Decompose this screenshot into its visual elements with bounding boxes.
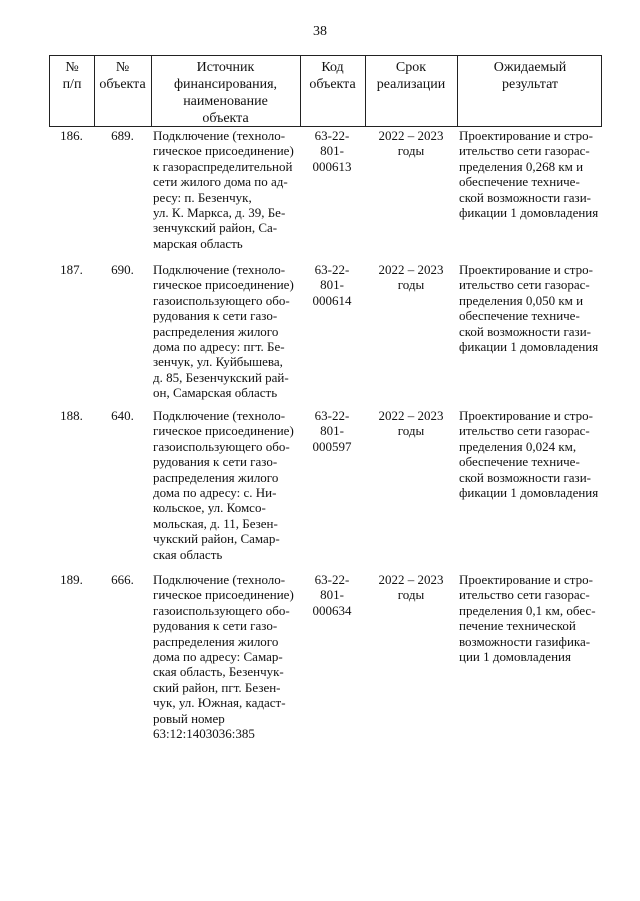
object-number: 666.	[111, 572, 134, 587]
object-number: 690.	[111, 262, 134, 277]
row-number: 189.	[60, 572, 83, 587]
implementation-term: 2022 – 2023 годы	[378, 572, 444, 603]
header-source: Источник финансирования, наименование объекта	[173, 60, 278, 126]
page-number: 38	[313, 24, 327, 39]
source-description: Подключение (техноло- гическое присоединение) газоиспользующего обо- рудования к сети газо- распределения жилого дома по адресу: пгт. Бе- зенчук, ул. Куйбышева, д. 85, Безенчукский рай- он, Самарская область	[153, 262, 294, 401]
object-code: 63-22- 801- 000597	[312, 408, 352, 454]
header-term: Срок реализации	[376, 60, 446, 92]
row-number: 188.	[60, 408, 83, 423]
header-code: Код объекта	[309, 60, 356, 92]
object-code: 63-22- 801- 000614	[312, 262, 352, 308]
header-result: Ожидаемый результат	[493, 60, 567, 92]
header-object-number: № объекта	[99, 60, 146, 92]
object-code: 63-22- 801- 000634	[312, 572, 352, 618]
implementation-term: 2022 – 2023 годы	[378, 262, 444, 293]
row-number: 186.	[60, 128, 83, 143]
table-header	[49, 55, 602, 127]
expected-result: Проектирование и стро- ительство сети газорас- пределения 0,024 км, обеспечение техниче- ской возможности гази- фикации 1 домовладения	[459, 408, 599, 501]
expected-result: Проектирование и стро- ительство сети газорас- пределения 0,268 км и обеспечение техниче- ской возможности гази- фикации 1 домовладения	[459, 128, 599, 221]
source-description: Подключение (техноло- гическое присоединение) газоиспользующего обо- рудования к сети газо- распределения жилого дома по адресу: с. Ни- кольское, ул. Комсо- мольская, д. 11, Безен- чукский район, Самар- ская область	[153, 408, 294, 562]
source-description: Подключение (техноло- гическое присоединение) к газораспределительной сети жилого дома по ад- ресу: п. Безенчук, ул. К. Маркса, д. 39, Бе- зенчукский район, Са- марская область	[153, 128, 294, 251]
source-description: Подключение (техноло- гическое присоединение) газоиспользующего обо- рудования к сети газо- распределения жилого дома по адресу: Самар- ская область, Безенчук- ский район, пгт. Безен- чук, ул. Южная, кадаст- ровый номер 63:12:1403036:385	[153, 572, 294, 742]
implementation-term: 2022 – 2023 годы	[378, 128, 444, 159]
object-number: 640.	[111, 408, 134, 423]
expected-result: Проектирование и стро- ительство сети газорас- пределения 0,1 км, обес- печение технической возможности газифика- ции 1 домовладения	[459, 572, 596, 665]
object-number: 689.	[111, 128, 134, 143]
row-number: 187.	[60, 262, 83, 277]
implementation-term: 2022 – 2023 годы	[378, 408, 444, 439]
object-code: 63-22- 801- 000613	[312, 128, 352, 174]
header-num: № п/п	[62, 60, 82, 92]
expected-result: Проектирование и стро- ительство сети газорас- пределения 0,050 км и обеспечение техниче- ской возможности гази- фикации 1 домовладения	[459, 262, 599, 355]
